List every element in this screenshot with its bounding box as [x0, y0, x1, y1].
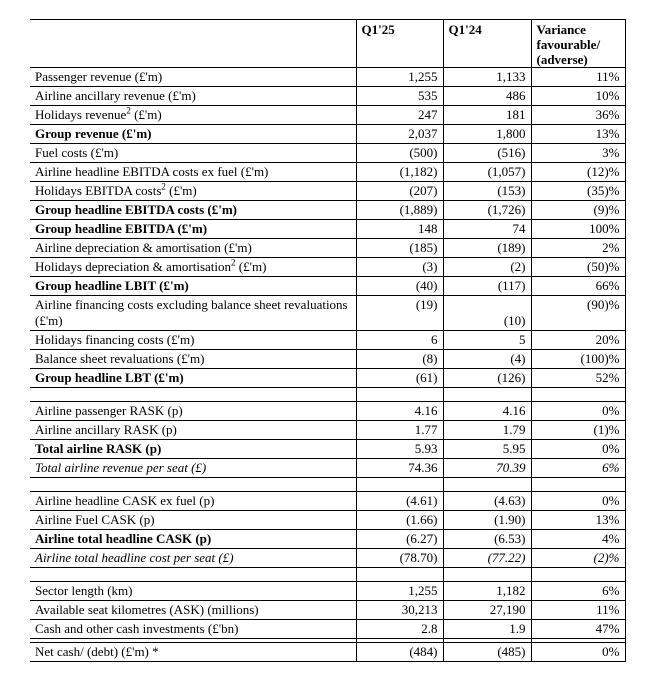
value-q125: (4.61)	[356, 492, 443, 511]
value-q125: 5.93	[356, 440, 443, 459]
value-q124: (485)	[443, 643, 531, 662]
value-q124: (1,057)	[443, 163, 531, 182]
label-text: Airline depreciation & amortisation (£'m)	[35, 240, 252, 255]
table-row	[30, 331, 625, 350]
value-q125: (3)	[356, 258, 443, 277]
value-variance: 20%	[531, 331, 625, 350]
row-label	[30, 239, 356, 258]
label-text: (£'m)	[235, 259, 267, 274]
value-q124	[443, 568, 531, 582]
table-row	[30, 296, 625, 331]
financial-results-table	[30, 19, 626, 662]
label-text: Group headline LBT (£'m)	[35, 370, 184, 385]
value-q124: (4.63)	[443, 492, 531, 511]
table-row	[30, 144, 625, 163]
row-label	[30, 440, 356, 459]
value-q125: (40)	[356, 277, 443, 296]
value-q124: 1.9	[443, 620, 531, 639]
row-label	[30, 478, 356, 492]
value-variance: 52%	[531, 369, 625, 388]
value-q125: 30,213	[356, 601, 443, 620]
table-row	[30, 511, 625, 530]
table-row	[30, 530, 625, 549]
value-variance: (1)%	[531, 421, 625, 440]
value-q125: 1.77	[356, 421, 443, 440]
label-text: Available seat kilometres (ASK) (millions)	[35, 602, 259, 617]
label-text: Airline ancillary RASK (p)	[35, 422, 177, 437]
value-variance: (35)%	[531, 182, 625, 201]
table-row	[30, 421, 625, 440]
row-label	[30, 87, 356, 106]
value-q125: 6	[356, 331, 443, 350]
label-text: Passenger revenue (£'m)	[35, 69, 163, 84]
value-q124: (126)	[443, 369, 531, 388]
row-label	[30, 182, 356, 201]
value-q124: 74	[443, 220, 531, 239]
label-text: Holidays EBITDA costs	[35, 183, 162, 198]
table-row	[30, 582, 625, 601]
value-q125: 535	[356, 87, 443, 106]
row-label	[30, 296, 356, 331]
empty-row	[30, 478, 625, 492]
label-text: Group headline EBITDA costs (£'m)	[35, 202, 238, 217]
value-variance: (9)%	[531, 201, 625, 220]
row-label	[30, 459, 356, 478]
footnote-superscript: 2	[231, 257, 236, 268]
row-label	[30, 582, 356, 601]
value-q125: (1.66)	[356, 511, 443, 530]
value-q124	[443, 478, 531, 492]
table-row	[30, 549, 625, 568]
table-row	[30, 277, 625, 296]
empty-row	[30, 388, 625, 402]
table-row	[30, 163, 625, 182]
value-variance: (90)%	[531, 296, 625, 331]
row-label	[30, 388, 356, 402]
value-variance: (2)%	[531, 549, 625, 568]
label-text: Airline ancillary revenue (£'m)	[35, 88, 196, 103]
row-label	[30, 331, 356, 350]
row-label	[30, 350, 356, 369]
label-text: Group headline EBITDA (£'m)	[35, 221, 208, 236]
value-q124: 181	[443, 106, 531, 125]
row-label	[30, 163, 356, 182]
column-header-q125: Q1'25	[356, 20, 443, 68]
value-q125: (6.27)	[356, 530, 443, 549]
row-label	[30, 144, 356, 163]
label-text: Group headline LBIT (£'m)	[35, 278, 189, 293]
value-variance: 0%	[531, 440, 625, 459]
label-text: Net cash/ (debt) (£'m) *	[35, 644, 159, 659]
value-variance: (50)%	[531, 258, 625, 277]
value-q125	[356, 568, 443, 582]
label-text: Fuel costs (£'m)	[35, 145, 119, 160]
row-label	[30, 643, 356, 662]
footnote-superscript: 2	[161, 181, 166, 192]
value-variance: 3%	[531, 144, 625, 163]
table-row	[30, 620, 625, 639]
value-variance: 0%	[531, 643, 625, 662]
value-q124: (2)	[443, 258, 531, 277]
table-row	[30, 643, 625, 662]
table-row	[30, 350, 625, 369]
label-text: Airline Fuel CASK (p)	[35, 512, 155, 527]
table-row	[30, 201, 625, 220]
value-q124: (1,726)	[443, 201, 531, 220]
value-q124: (117)	[443, 277, 531, 296]
value-q124: (1.90)	[443, 511, 531, 530]
label-text: Airline headline EBITDA costs ex fuel (£'m)	[35, 164, 269, 179]
value-q125: (185)	[356, 239, 443, 258]
label-text: Airline financing costs excluding balance sheet revaluations	[35, 297, 348, 312]
label-text: (£'m)	[165, 183, 197, 198]
value-q125: (8)	[356, 350, 443, 369]
value-q125: (19)	[356, 296, 443, 331]
table-row	[30, 68, 625, 87]
value-q125: (484)	[356, 643, 443, 662]
value-q125: 4.16	[356, 402, 443, 421]
value-variance: 4%	[531, 530, 625, 549]
table-row	[30, 239, 625, 258]
value-q124: 4.16	[443, 402, 531, 421]
value-q124: 1,182	[443, 582, 531, 601]
value-variance: 13%	[531, 511, 625, 530]
value-variance: (12)%	[531, 163, 625, 182]
value-variance: (100)%	[531, 350, 625, 369]
value-variance: 6%	[531, 582, 625, 601]
row-label	[30, 402, 356, 421]
table-row	[30, 492, 625, 511]
table-row	[30, 369, 625, 388]
table-header	[30, 20, 625, 68]
value-q125: 1,255	[356, 68, 443, 87]
value-variance	[531, 568, 625, 582]
row-label	[30, 369, 356, 388]
row-label	[30, 568, 356, 582]
row-label	[30, 601, 356, 620]
label-text: Holidays financing costs (£'m)	[35, 332, 195, 347]
value-variance: 36%	[531, 106, 625, 125]
row-label	[30, 201, 356, 220]
value-q125: (1,182)	[356, 163, 443, 182]
value-q124: (6.53)	[443, 530, 531, 549]
value-q124: 1,133	[443, 68, 531, 87]
value-variance: 10%	[531, 87, 625, 106]
value-q124: (153)	[443, 182, 531, 201]
value-variance: 13%	[531, 125, 625, 144]
value-q124: 1.79	[443, 421, 531, 440]
column-header-empty	[30, 20, 356, 68]
column-header-variance: Variance favourable/ (adverse)	[531, 20, 625, 68]
value-q125: 148	[356, 220, 443, 239]
value-variance: 0%	[531, 492, 625, 511]
value-variance	[531, 478, 625, 492]
row-label	[30, 106, 356, 125]
row-label	[30, 492, 356, 511]
label-text: Sector length (km)	[35, 583, 133, 598]
label-text: Total airline RASK (p)	[35, 441, 162, 456]
row-label	[30, 421, 356, 440]
value-q124	[443, 388, 531, 402]
label-text: Airline total headline cost per seat (£)	[35, 550, 234, 565]
row-label	[30, 277, 356, 296]
row-label	[30, 68, 356, 87]
value-variance: 100%	[531, 220, 625, 239]
row-label	[30, 258, 356, 277]
value-q125: 1,255	[356, 582, 443, 601]
label-text: (£'m)	[35, 313, 63, 328]
label-text: Holidays revenue	[35, 107, 127, 122]
label-text: Airline total headline CASK (p)	[35, 531, 212, 546]
value-q125: (78.70)	[356, 549, 443, 568]
value-q125	[356, 478, 443, 492]
label-text: Cash and other cash investments (£'bn)	[35, 621, 239, 636]
label-text: Total airline revenue per seat (£)	[35, 460, 207, 475]
value-q125: (1,889)	[356, 201, 443, 220]
row-label	[30, 511, 356, 530]
value-variance: 11%	[531, 601, 625, 620]
value-variance: 0%	[531, 402, 625, 421]
row-label	[30, 530, 356, 549]
value-q125: 2.8	[356, 620, 443, 639]
value-q125: (500)	[356, 144, 443, 163]
value-q124: (4)	[443, 350, 531, 369]
table-row	[30, 402, 625, 421]
value-variance: 66%	[531, 277, 625, 296]
label-text: Balance sheet revaluations (£'m)	[35, 351, 205, 366]
label-text: Airline passenger RASK (p)	[35, 403, 183, 418]
value-variance: 11%	[531, 68, 625, 87]
row-label	[30, 620, 356, 639]
table-row	[30, 220, 625, 239]
footnote-superscript: 2	[126, 105, 131, 116]
value-q125: (61)	[356, 369, 443, 388]
value-variance: 6%	[531, 459, 625, 478]
label-text: Holidays depreciation & amortisation	[35, 259, 232, 274]
table-row	[30, 440, 625, 459]
table-row	[30, 125, 625, 144]
label-text: Airline headline CASK ex fuel (p)	[35, 493, 215, 508]
value-q124: (77.22)	[443, 549, 531, 568]
value-q124: 486	[443, 87, 531, 106]
value-q124: 70.39	[443, 459, 531, 478]
table-body	[30, 68, 625, 662]
table-row	[30, 106, 625, 125]
table-row	[30, 459, 625, 478]
empty-row	[30, 568, 625, 582]
value-q125: 247	[356, 106, 443, 125]
value-q124: 5	[443, 331, 531, 350]
value-q125: 2,037	[356, 125, 443, 144]
value-q124: (10)	[443, 296, 531, 331]
value-variance	[531, 388, 625, 402]
value-q124: (189)	[443, 239, 531, 258]
header-row	[30, 20, 625, 68]
value-q124: (516)	[443, 144, 531, 163]
table-row	[30, 87, 625, 106]
table-row	[30, 601, 625, 620]
row-label	[30, 125, 356, 144]
table-row	[30, 258, 625, 277]
row-label	[30, 220, 356, 239]
value-variance: 47%	[531, 620, 625, 639]
value-q124: 27,190	[443, 601, 531, 620]
value-q125: (207)	[356, 182, 443, 201]
value-q124: 1,800	[443, 125, 531, 144]
value-q124: 5.95	[443, 440, 531, 459]
table-row	[30, 182, 625, 201]
row-label	[30, 549, 356, 568]
value-q125	[356, 388, 443, 402]
value-q125: 74.36	[356, 459, 443, 478]
column-header-q124: Q1'24	[443, 20, 531, 68]
label-text: (£'m)	[130, 107, 162, 122]
value-variance: 2%	[531, 239, 625, 258]
label-text: Group revenue (£'m)	[35, 126, 152, 141]
